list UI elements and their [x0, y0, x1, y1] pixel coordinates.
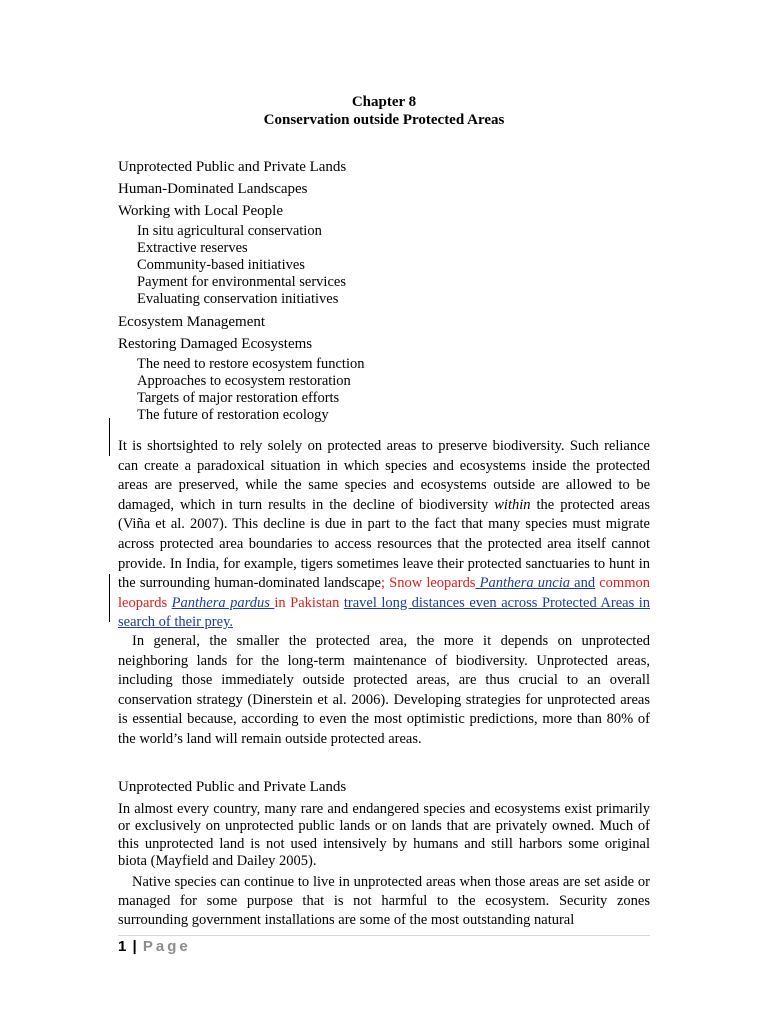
intro-text-cont: the protected areas (Viña et al. 2007). This decline is due in part to the fact that many species must migrate across protected area boundaries to access resources that the protected area itself cannot provide. In India, for example, tigers sometimes leave their protected sanctuaries to hunt in the surrounding human-dominated landscape [118, 496, 650, 592]
species-link[interactable]: Panthera uncia [475, 575, 575, 592]
tracked-insertion-link[interactable]: travel long distances even across Protected Areas in search of their prey [118, 594, 651, 631]
tracked-insertion-link[interactable]: and [574, 575, 596, 592]
chapter-title: Conservation outside Protected Areas [263, 112, 505, 128]
body-paragraph: In general, the smaller the protected area, the more it depends on unprotected neighboring lands for the long-term maintenance of biodiversity. Unprotected areas, including those immediately outside protected areas, are thus crucial to an overall conservation strategy (Dinerstein et al. 2006). Developing strategies for unprotected areas is essential because, according to even the most optimistic predictions, more than 80% of the world’s land will remain outside protected areas. [118, 633, 650, 747]
tracked-insertion: in Pakistan [274, 594, 344, 611]
footer-divider [118, 935, 650, 936]
intro-paragraph [118, 437, 650, 633]
tracked-insertion: ; [380, 575, 385, 592]
outline-subitem: Evaluating conservation initiatives [137, 291, 339, 307]
outline-heading: Working with Local People [118, 203, 284, 219]
page-number: 1 [118, 938, 128, 955]
outline-subitem: Approaches to ecosystem restoration [137, 373, 351, 389]
chapter-outline [118, 157, 650, 424]
outline-heading: Human-Dominated Landscapes [118, 181, 308, 197]
outline-heading: Ecosystem Management [118, 314, 266, 330]
tracked-insertion-link[interactable]: . [229, 614, 234, 631]
intro-text: It is shortsighted to rely solely on protected areas to preserve biodiversity. Such reliance can create a paradoxical situation in which species and ecosystems inside the protected areas are preserved, while the same species and ecosystems outside are allowed to be damaged, which in turn results in the decline of biodiversity [118, 438, 650, 513]
section-heading: Unprotected Public and Private Lands [118, 779, 347, 795]
outline-subitem: The need to restore ecosystem function [137, 356, 365, 372]
footer-separator: | [132, 938, 138, 955]
outline-heading: Restoring Damaged Ecosystems [118, 336, 313, 352]
outline-subitem: The future of restoration ecology [137, 407, 329, 423]
body-paragraph: In almost every country, many rare and endangered species and ecosystems exist primarily or exclusively on unprotected public lands or on lands that are privately owned. Much of this unprotected land is not used intensively by humans and still harbors some original biota (Mayfield and Dailey 2005). [118, 801, 650, 870]
tracked-insertion: Snow leopards [384, 575, 476, 592]
outline-subitem: Extractive reserves [137, 240, 248, 256]
page-word: Page [142, 938, 191, 955]
chapter-number: Chapter 8 [351, 94, 417, 110]
change-bar [109, 418, 110, 456]
tracked-insertion: common leopards [118, 575, 650, 611]
outline-heading: Unprotected Public and Private Lands [118, 159, 347, 175]
body-paragraph: Native species can continue to live in unprotected areas when those areas are set aside or managed for some purpose that is not harmful to the ecosystem. Security zones surrounding government installations are some of the most outstanding natural [118, 874, 650, 928]
page-footer [118, 938, 191, 955]
outline-subitem: Targets of major restoration efforts [137, 390, 340, 406]
outline-subitem: Payment for environmental services [137, 274, 346, 290]
species-link[interactable]: Panthera pardus [171, 594, 275, 611]
outline-subitem: Community-based initiatives [137, 257, 305, 273]
emphasis-within: within [494, 496, 531, 513]
outline-subitem: In situ agricultural conservation [137, 223, 322, 239]
change-bar [109, 574, 110, 622]
